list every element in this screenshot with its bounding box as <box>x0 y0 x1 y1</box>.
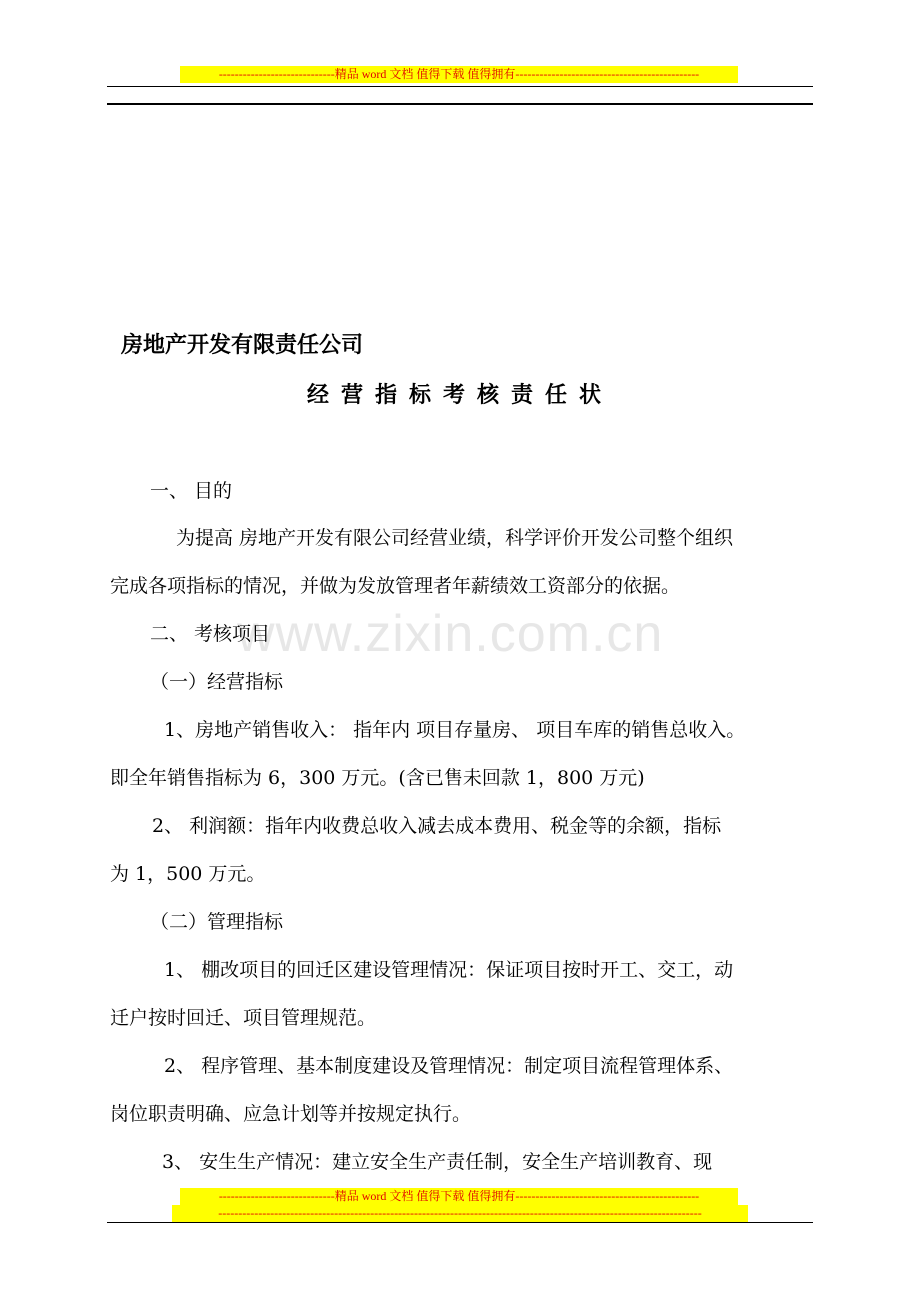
paragraph-line: 1、 棚改项目的回迁区建设管理情况：保证项目按时开工、交工，动 <box>164 959 734 981</box>
header-rule-thick <box>107 103 813 105</box>
subsection-heading: （二）管理指标 <box>150 911 284 933</box>
footer-banner: -----------------------------精品 word 文档 值得下载 值得拥有---------------------------------------------- <box>180 1188 738 1205</box>
section-heading: 一、 目的 <box>150 480 233 502</box>
watermark: www.zixin.com.cn <box>237 605 664 663</box>
subsection-heading: （一）经营指标 <box>150 671 284 693</box>
paragraph-line: 2、 程序管理、基本制度建设及管理情况：制定项目流程管理体系、 <box>164 1055 734 1077</box>
paragraph-line: 迁户按时回迁、项目管理规范。 <box>110 1007 377 1029</box>
document-title: 经营指标考核责任状 <box>306 383 613 408</box>
footer-banner-dashes: ------------------------------------------------------------------------------------------------------------------------- <box>172 1205 748 1222</box>
header-banner: -----------------------------精品 word 文档 值得下载 值得拥有---------------------------------------------- <box>180 66 738 83</box>
paragraph-line: 为提高 房地产开发有限公司经营业绩，科学评价开发公司整个组织 <box>176 527 734 549</box>
paragraph-line: 3、 安生生产情况：建立安全生产责任制，安全生产培训教育、现 <box>162 1151 713 1173</box>
paragraph-line: 2、 利润额：指年内收费总收入减去成本费用、税金等的余额，指标 <box>152 815 722 837</box>
paragraph-line: 完成各项指标的情况，并做为发放管理者年薪绩效工资部分的依据。 <box>110 575 681 597</box>
section-heading: 二、 考核项目 <box>150 623 271 645</box>
header-rule-thin <box>107 86 813 87</box>
footer-rule <box>107 1222 813 1223</box>
paragraph-line: 为 1，500 万元。 <box>110 863 266 885</box>
company-name: 房地产开发有限责任公司 <box>121 333 364 358</box>
paragraph-line: 岗位职责明确、应急计划等并按规定执行。 <box>110 1103 472 1125</box>
paragraph-line: 1、房地产销售收入： 指年内 项目存量房、 项目车库的销售总收入。 <box>164 719 746 741</box>
paragraph-line: 即全年销售指标为 6，300 万元。(含已售未回款 1，800 万元) <box>110 767 645 789</box>
